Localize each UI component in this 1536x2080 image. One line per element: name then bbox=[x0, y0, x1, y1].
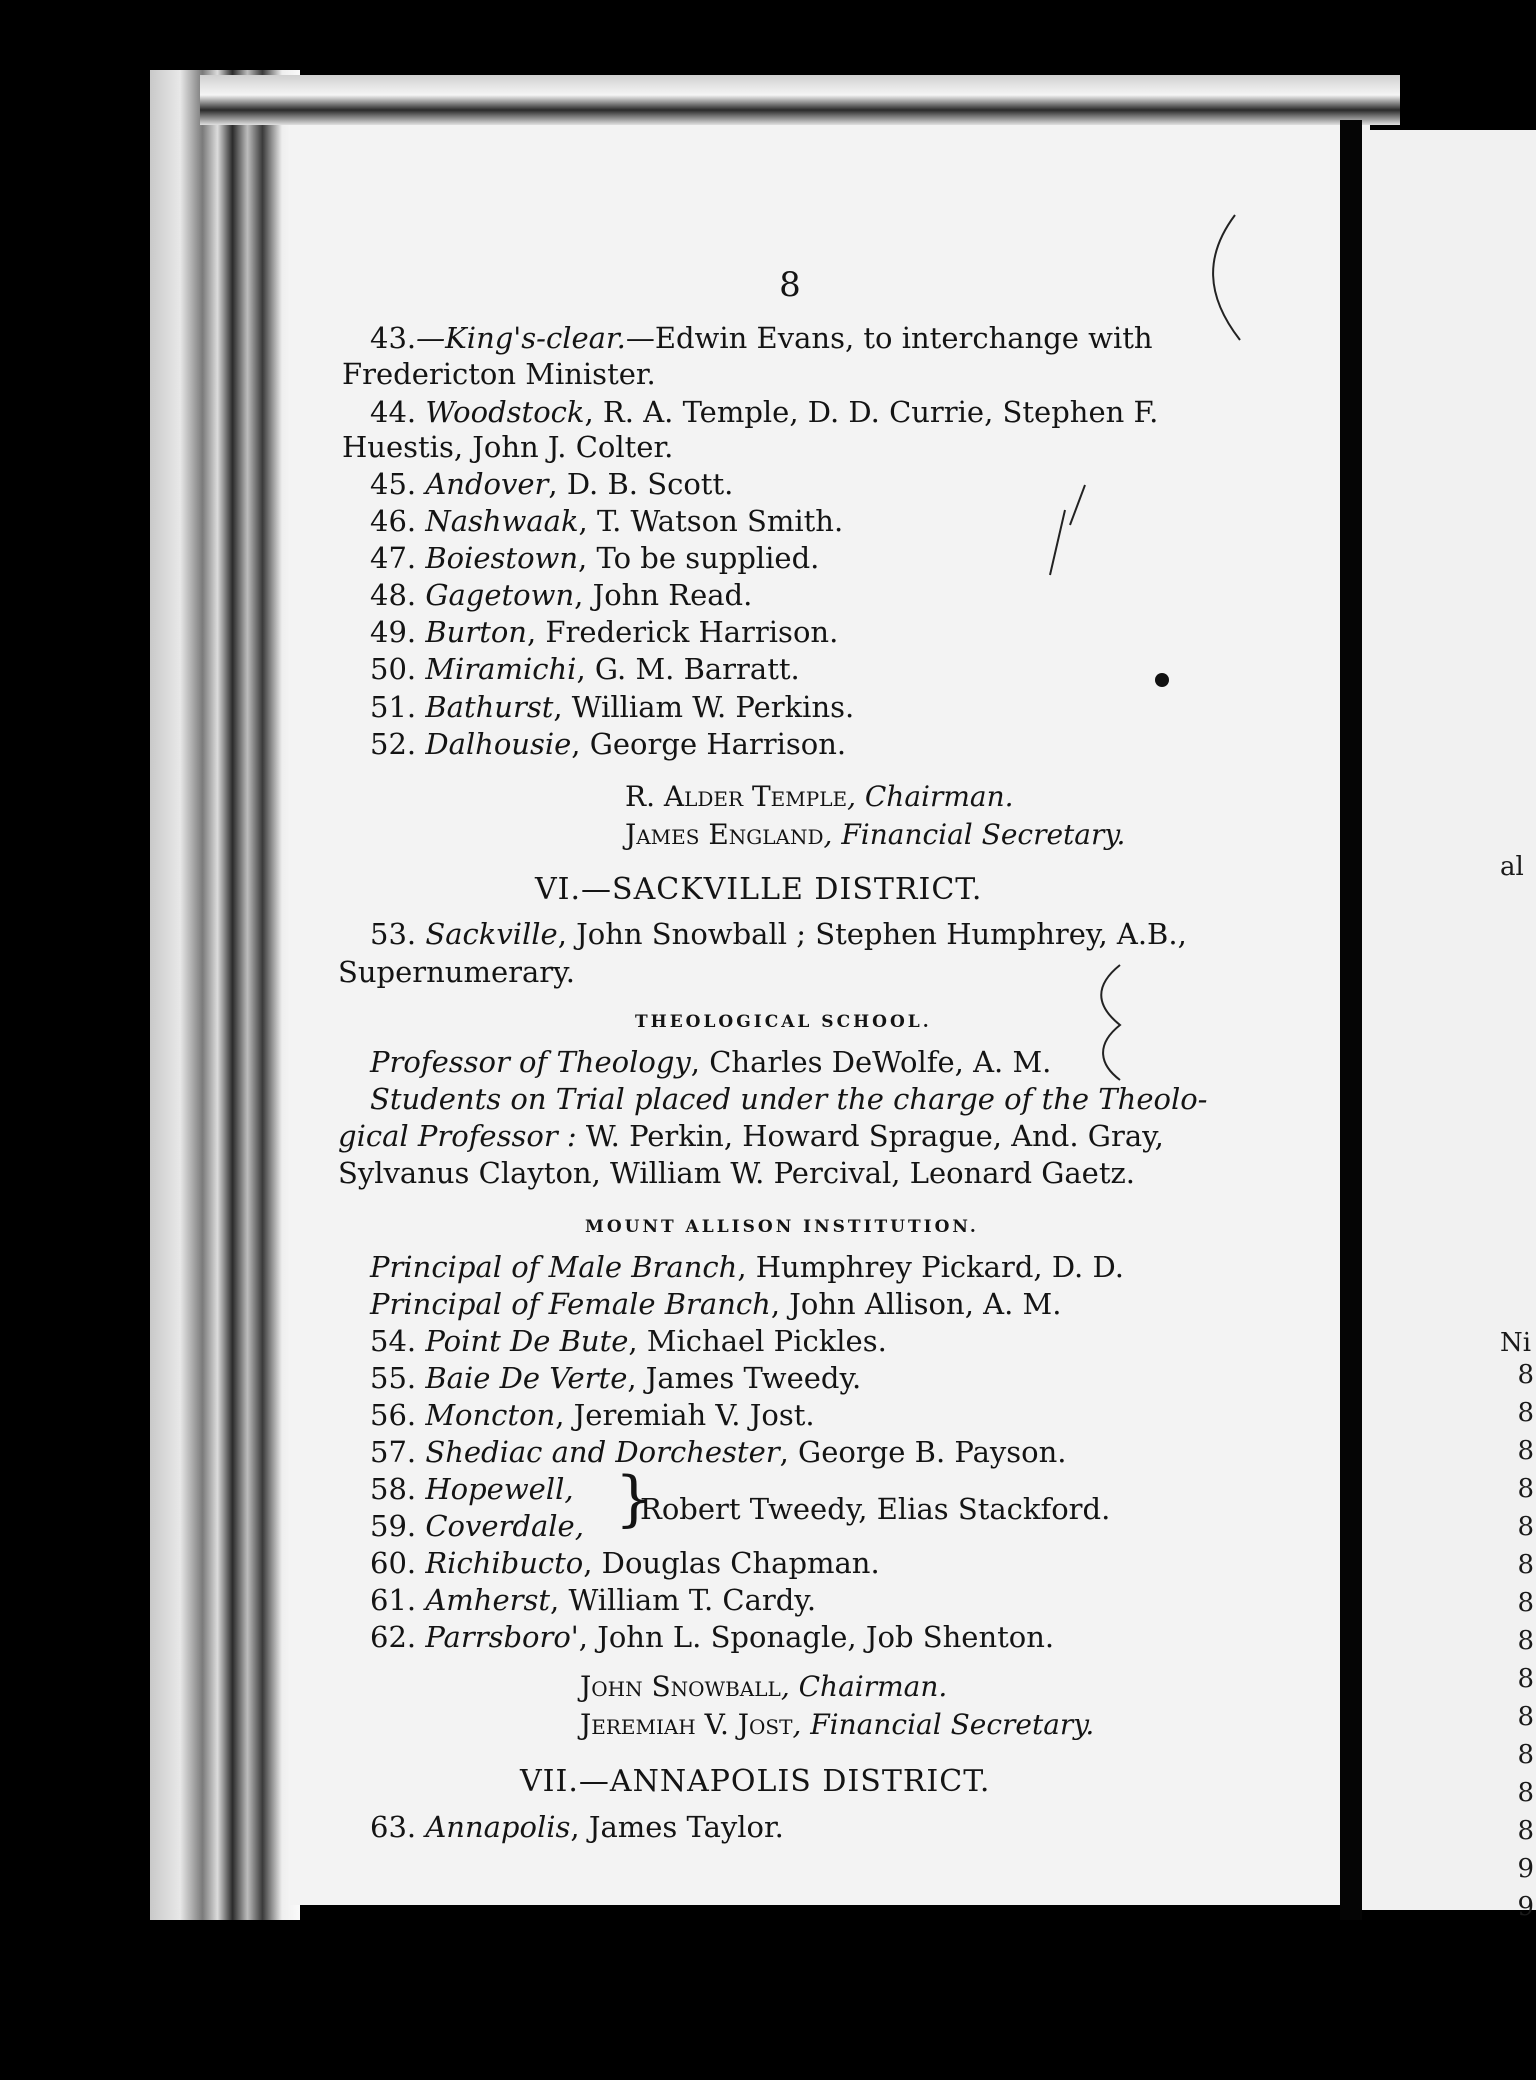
entry-place: Amherst bbox=[425, 1583, 551, 1617]
entry-place: Shediac and Dorchester bbox=[425, 1435, 780, 1469]
principal-label: Principal of Female Branch bbox=[370, 1287, 771, 1321]
section-heading: MOUNT ALLISON INSTITUTION. bbox=[585, 1217, 979, 1237]
entry-place: Gagetown bbox=[425, 578, 575, 612]
students-line3: Sylvanus Clayton, William W. Percival, Leonard Gaetz. bbox=[338, 1156, 1135, 1190]
entry-place: Coverdale, bbox=[425, 1509, 584, 1543]
entry-names: , Frederick Harrison. bbox=[527, 615, 839, 649]
principal-name: , John Allison, A. M. bbox=[770, 1287, 1062, 1321]
entry-place: Woodstock bbox=[425, 395, 585, 429]
entry-names: , To be supplied. bbox=[578, 541, 820, 575]
students-line1: Students on Trial placed under the charge of the Theolo- bbox=[370, 1082, 1208, 1116]
entry-names: , Michael Pickles. bbox=[628, 1324, 887, 1358]
page-number: 8 bbox=[779, 265, 801, 305]
district-heading: VI.—SACKVILLE DISTRICT. bbox=[535, 872, 983, 907]
entry-names: , William T. Cardy. bbox=[550, 1583, 817, 1617]
entry-names: , T. Watson Smith. bbox=[578, 504, 844, 538]
entry-place: Point De Bute bbox=[425, 1324, 629, 1358]
entry-place: Bathurst bbox=[425, 690, 554, 724]
entry-53-line2: Supernumerary. bbox=[338, 955, 575, 989]
entry-place: Parrsboro' bbox=[425, 1620, 579, 1654]
book-edge-pages bbox=[150, 70, 300, 1920]
entry-number: 46. bbox=[370, 504, 417, 538]
entry-number: 49. bbox=[370, 615, 417, 649]
entry-place: —King's-clear. bbox=[416, 321, 626, 355]
entry-number: 44. bbox=[370, 395, 417, 429]
entry-number: 51. bbox=[370, 690, 417, 724]
entry-names: , John Read. bbox=[574, 578, 753, 612]
entry-names: , William W. Perkins. bbox=[553, 690, 855, 724]
signatory-name: John Snowball bbox=[580, 1670, 781, 1703]
book-top-edge bbox=[200, 75, 1400, 125]
professor-label: Professor of Theology bbox=[370, 1045, 691, 1079]
entry-number: 63. bbox=[370, 1810, 417, 1844]
fragment-text: 8 bbox=[1517, 1816, 1534, 1846]
entry-place: Richibucto bbox=[425, 1546, 584, 1580]
entry-names: , D. B. Scott. bbox=[548, 467, 734, 501]
entry-place: Miramichi bbox=[425, 652, 577, 686]
entry-place: Dalhousie bbox=[425, 727, 572, 761]
fragment-text: 8 bbox=[1517, 1740, 1534, 1770]
entry-place: Nashwaak bbox=[425, 504, 579, 538]
entry-place: Annapolis bbox=[425, 1810, 571, 1844]
entry-place: Baie De Verte bbox=[425, 1361, 628, 1395]
entry-number: 56. bbox=[370, 1398, 417, 1432]
students-names: W. Perkin, Howard Sprague, And. Gray, bbox=[576, 1119, 1164, 1153]
fragment-text: 8 bbox=[1517, 1626, 1534, 1656]
entry-names: , John Snowball ; Stephen Humphrey, A.B., bbox=[557, 917, 1187, 951]
entry-number: 58. bbox=[370, 1472, 417, 1506]
brace-names: Robert Tweedy, Elias Stackford. bbox=[640, 1492, 1111, 1526]
entry-number: 50. bbox=[370, 652, 417, 686]
district-heading: VII.—ANNAPOLIS DISTRICT. bbox=[520, 1764, 991, 1799]
entry-number: 55. bbox=[370, 1361, 417, 1395]
signatory-title: , Chairman. bbox=[780, 1670, 948, 1703]
right-page-fragment bbox=[1362, 130, 1536, 1922]
fragment-text: 8 bbox=[1517, 1778, 1534, 1808]
entry-number: 54. bbox=[370, 1324, 417, 1358]
entry-number: 57. bbox=[370, 1435, 417, 1469]
signatory-title: , Financial Secretary. bbox=[792, 1708, 1095, 1741]
fragment-text: 8 bbox=[1517, 1550, 1534, 1580]
fragment-text: 8 bbox=[1517, 1398, 1534, 1428]
brace-glyph: } bbox=[615, 1464, 654, 1534]
entry-names: , John L. Sponagle, Job Shenton. bbox=[578, 1620, 1055, 1654]
fragment-text: 8 bbox=[1517, 1512, 1534, 1542]
professor-name: , Charles DeWolfe, A. M. bbox=[690, 1045, 1052, 1079]
entry-44-line2: Huestis, John J. Colter. bbox=[342, 430, 674, 464]
signatory-title: , Financial Secretary. bbox=[823, 818, 1126, 851]
entry-names: , George Harrison. bbox=[571, 727, 847, 761]
fragment-text: al bbox=[1500, 852, 1524, 882]
students-label: gical Professor : bbox=[338, 1119, 577, 1153]
entry-names: —Edwin Evans, to interchange with bbox=[625, 321, 1153, 355]
fragment-text: 8 bbox=[1517, 1436, 1534, 1466]
fragment-text: Ni bbox=[1500, 1328, 1532, 1358]
fragment-text: 8 bbox=[1517, 1588, 1534, 1618]
fragment-text: 9 bbox=[1517, 1892, 1534, 1922]
entry-names: , James Taylor. bbox=[570, 1810, 784, 1844]
section-heading: THEOLOGICAL SCHOOL. bbox=[635, 1012, 932, 1032]
entry-place: Moncton bbox=[425, 1398, 556, 1432]
fragment-text: 8 bbox=[1517, 1474, 1534, 1504]
entry-number: 47. bbox=[370, 541, 417, 575]
entry-number: 60. bbox=[370, 1546, 417, 1580]
book-gutter bbox=[1340, 120, 1362, 1920]
fragment-text: 8 bbox=[1517, 1360, 1534, 1390]
entry-place: Andover bbox=[425, 467, 549, 501]
principal-label: Principal of Male Branch bbox=[370, 1250, 738, 1284]
entry-names: , Douglas Chapman. bbox=[583, 1546, 880, 1580]
entry-place: Burton bbox=[425, 615, 527, 649]
entry-names: , G. M. Barratt. bbox=[576, 652, 800, 686]
entry-names: , George B. Payson. bbox=[779, 1435, 1067, 1469]
entry-number: 59. bbox=[370, 1509, 417, 1543]
principal-name: , Humphrey Pickard, D. D. bbox=[737, 1250, 1124, 1284]
entry-place: Boiestown bbox=[425, 541, 579, 575]
left-page bbox=[290, 125, 1370, 1905]
signatory-title: , Chairman. bbox=[847, 780, 1014, 813]
entry-names: , Jeremiah V. Jost. bbox=[555, 1398, 815, 1432]
entry-number: 43. bbox=[370, 321, 417, 355]
entry-number: 45. bbox=[370, 467, 417, 501]
entry-43-line2: Fredericton Minister. bbox=[342, 357, 656, 391]
entry-number: 62. bbox=[370, 1620, 417, 1654]
entry-number: 53. bbox=[370, 917, 417, 951]
entry-names: , James Tweedy. bbox=[627, 1361, 862, 1395]
fragment-text: 8 bbox=[1517, 1664, 1534, 1694]
entry-number: 61. bbox=[370, 1583, 417, 1617]
entry-number: 52. bbox=[370, 727, 417, 761]
signatory-name: James England bbox=[625, 818, 824, 851]
entry-place: Hopewell, bbox=[425, 1472, 574, 1506]
pencil-marks bbox=[290, 125, 1370, 1905]
entry-number: 48. bbox=[370, 578, 417, 612]
fragment-text: 8 bbox=[1517, 1702, 1534, 1732]
entry-names: , R. A. Temple, D. D. Currie, Stephen F. bbox=[584, 395, 1159, 429]
fragment-text: 9 bbox=[1517, 1854, 1534, 1884]
signatory-name: Jeremiah V. Jost bbox=[580, 1708, 793, 1741]
entry-place: Sackville bbox=[425, 917, 558, 951]
signatory-name: R. Alder Temple bbox=[625, 780, 848, 813]
